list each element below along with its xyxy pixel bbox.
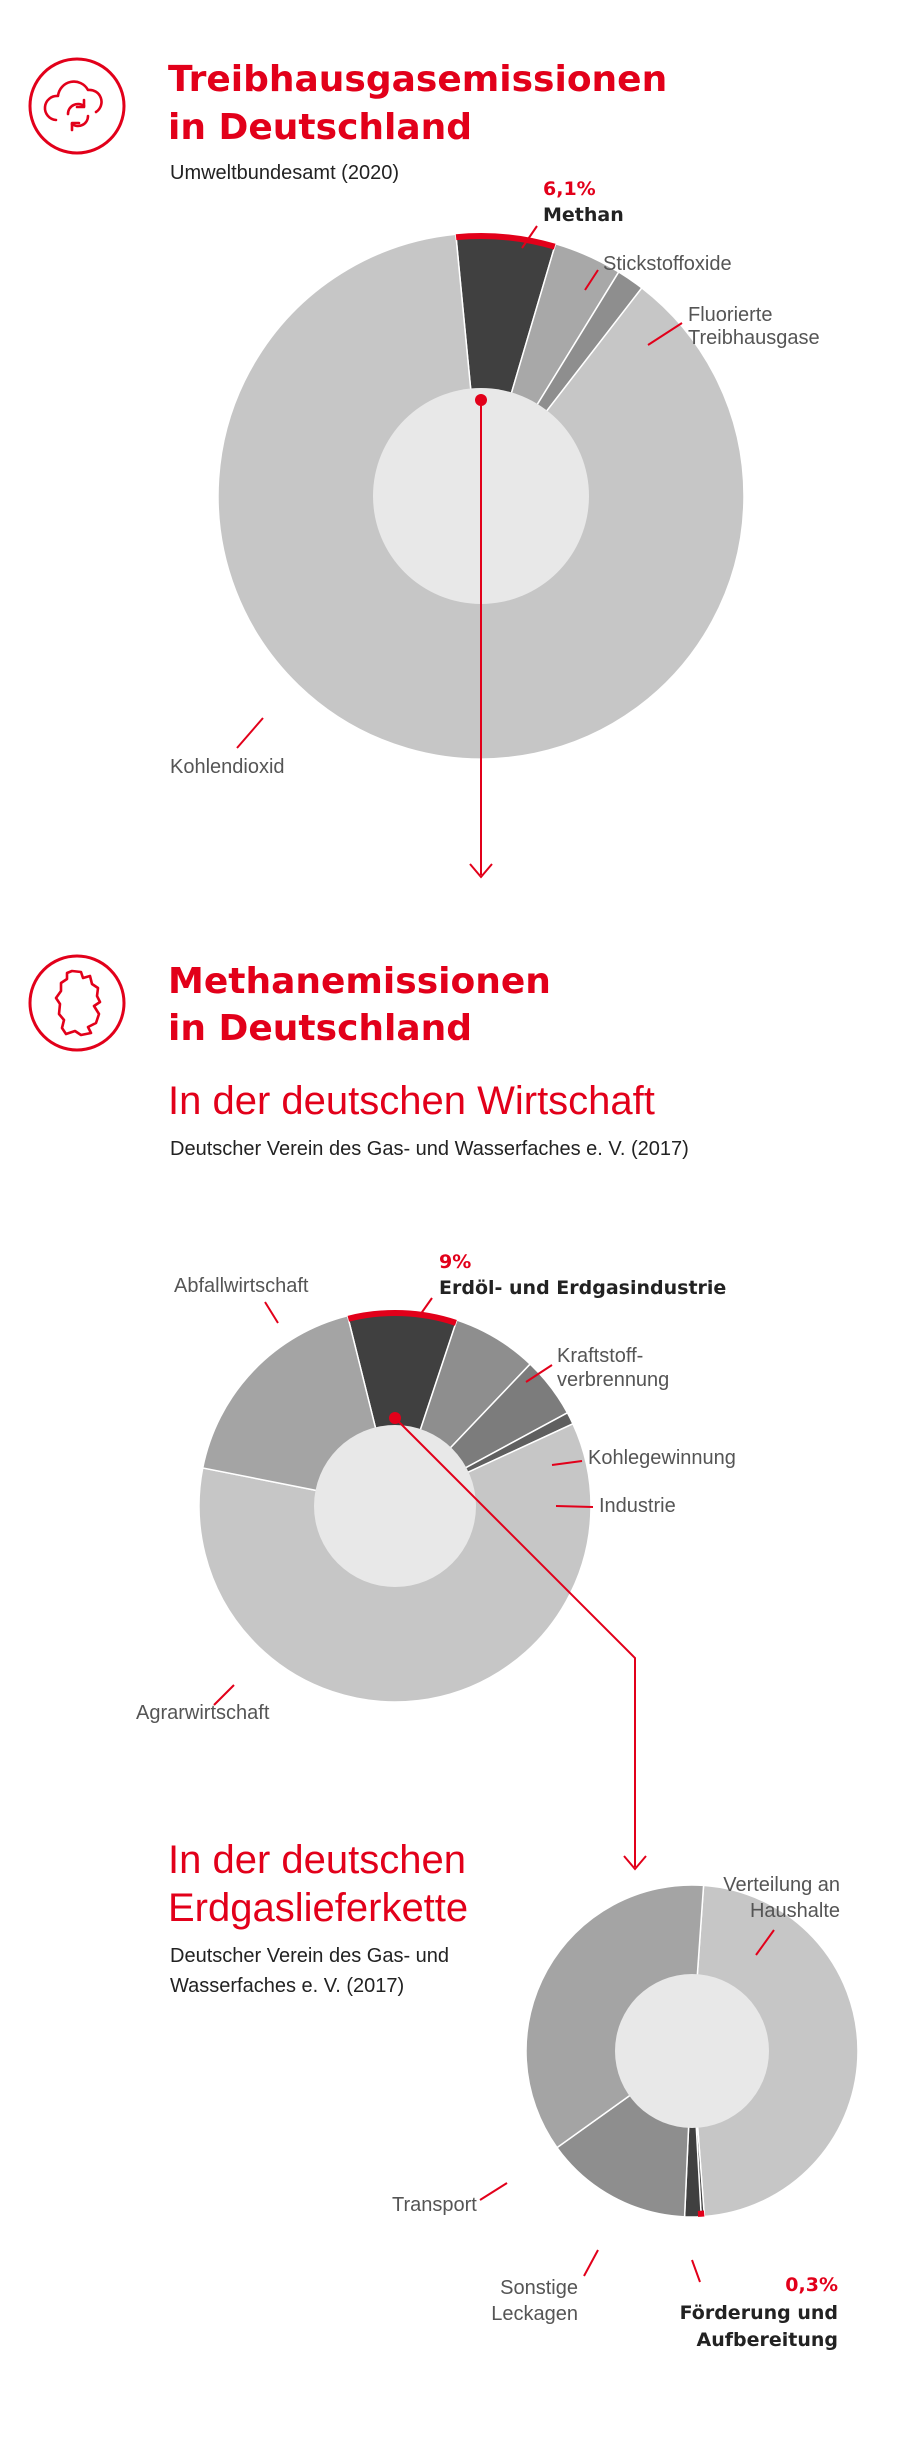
subsection-supply-source-line2: Wasserfaches e. V. (2017) [170, 1975, 405, 1997]
label-foerderung-1: Förderung und [679, 2302, 838, 2324]
label-verteilung-2: Haushalte [749, 1900, 840, 1922]
leader-transport [480, 2183, 507, 2200]
section2-icon [30, 956, 124, 1050]
label-kraftstoff-1: Kraftstoff- [557, 1345, 644, 1367]
subsection-supply-title-line2: Erdgaslieferkette [168, 1886, 469, 1930]
leader-foerderung [692, 2260, 700, 2282]
chart-supply-chain [526, 1885, 858, 2217]
section1-title-line1: Treibhausgasemissionen [168, 59, 668, 100]
label-fluorierte-2: Treibhausgase [688, 327, 820, 349]
label-sonstige-2: Leckagen [491, 2303, 578, 2325]
label-verteilung-1: Verteilung an [723, 1874, 840, 1896]
leader-kohlendioxid [237, 718, 263, 748]
donut-hole [615, 1974, 769, 2128]
label-oel: Erdöl- und Erdgasindustrie [439, 1277, 727, 1299]
section2-title-line1: Methanemissionen [168, 961, 551, 1002]
section1-source: Umweltbundesamt (2020) [170, 162, 399, 184]
section1-icon [30, 59, 124, 153]
label-agrarwirtschaft: Agrarwirtschaft [136, 1702, 270, 1724]
label-kohlendioxid: Kohlendioxid [170, 756, 285, 778]
label-kohlegewinnung: Kohlegewinnung [588, 1447, 736, 1469]
label-abfall: Abfallwirtschaft [174, 1275, 309, 1297]
leader-abfall [265, 1302, 278, 1323]
subsection-supply-title-line1: In der deutschen [168, 1838, 466, 1882]
cloud-cycle-icon [45, 82, 102, 130]
section1-title-line2: in Deutschland [168, 107, 473, 148]
label-stickstoffoxide: Stickstoffoxide [603, 253, 732, 275]
label-methan: Methan [543, 204, 624, 226]
chart-methane-economy [199, 1310, 591, 1702]
label-transport: Transport [392, 2194, 477, 2216]
label-kraftstoff-2: verbrennung [557, 1369, 670, 1391]
label-foerderung-pct: 0,3% [785, 2274, 838, 2296]
germany-map-icon [56, 971, 100, 1035]
leader-industrie [556, 1506, 593, 1507]
label-methan-pct: 6,1% [543, 178, 596, 200]
subsection-economy-title: In der deutschen Wirtschaft [168, 1079, 655, 1123]
label-sonstige-1: Sonstige [500, 2277, 578, 2299]
leader-sonstige [584, 2250, 598, 2276]
donut-hole [314, 1425, 476, 1587]
label-industrie: Industrie [599, 1495, 676, 1517]
label-foerderung-2: Aufbereitung [696, 2329, 838, 2351]
section2-title-line2: in Deutschland [168, 1008, 473, 1049]
subsection-supply-source-line1: Deutscher Verein des Gas- und [170, 1945, 450, 1967]
subsection-economy-source: Deutscher Verein des Gas- und Wasserfaches e. V. (2017) [170, 1138, 689, 1160]
label-fluorierte-1: Fluorierte [688, 304, 773, 326]
label-oel-pct: 9% [439, 1251, 472, 1273]
